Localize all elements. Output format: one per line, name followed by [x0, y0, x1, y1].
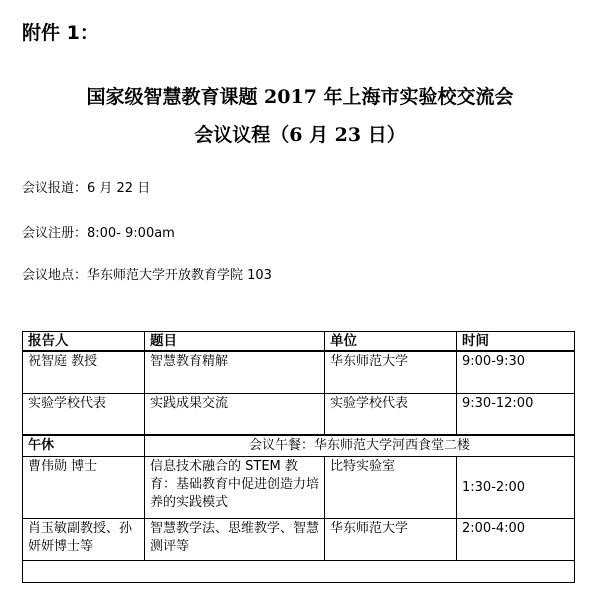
cell-topic: 信息技术融合的 STEM 教育：基础教育中促进创造力培养的实践模式: [145, 457, 325, 519]
cell-time: 9:00-9:30: [457, 351, 575, 393]
cell-speaker: 肖玉敏副教授、孙妍妍博士等: [23, 519, 145, 561]
header-speaker: 报告人: [23, 332, 145, 352]
empty-row: [23, 561, 575, 583]
cell-unit: 华东师范大学: [325, 351, 457, 393]
cell-topic: 实践成果交流: [145, 393, 325, 435]
cell-speaker: 实验学校代表: [23, 393, 145, 435]
table-header-row: [23, 332, 575, 352]
cell-topic: 智慧教育精解: [145, 351, 325, 393]
cell-unit: 比特实验室: [325, 457, 457, 519]
table-row: [23, 351, 575, 393]
cell-time: 1:30-2:00: [457, 457, 575, 519]
cell-unit: 实验学校代表: [325, 393, 457, 435]
signup-time: 会议注册：8:00- 9:00am: [22, 226, 175, 241]
cell-unit: 华东师范大学: [325, 519, 457, 561]
break-label: 午休: [23, 435, 145, 457]
lunch-break-row: [23, 435, 575, 457]
agenda-table: [22, 331, 575, 583]
table-row: [23, 393, 575, 435]
page-subtitle: 会议议程（6 月 23 日）: [194, 124, 406, 146]
header-unit: 单位: [325, 332, 457, 352]
cell-speaker: 曹伟勋 博士: [23, 457, 145, 519]
cell-speaker: 祝智庭 教授: [23, 351, 145, 393]
table-row: [23, 519, 575, 561]
table-row: [23, 457, 575, 519]
break-note: 会议午餐：华东师范大学河西食堂二楼: [145, 435, 575, 457]
cell-topic: 智慧教学法、思维教学、智慧测评等: [145, 519, 325, 561]
meeting-location: 会议地点：华东师范大学开放教育学院 103: [22, 268, 272, 283]
header-topic: 题目: [145, 332, 325, 352]
page-title: 国家级智慧教育课题 2017 年上海市实验校交流会: [86, 86, 514, 108]
header-time: 时间: [457, 332, 575, 352]
cell-time: 2:00-4:00: [457, 519, 575, 561]
cell-time: 9:30-12:00: [457, 393, 575, 435]
empty-cell: [23, 561, 575, 583]
registration-date: 会议报道：6 月 22 日: [22, 181, 151, 196]
attachment-label: 附件 1：: [22, 22, 99, 44]
